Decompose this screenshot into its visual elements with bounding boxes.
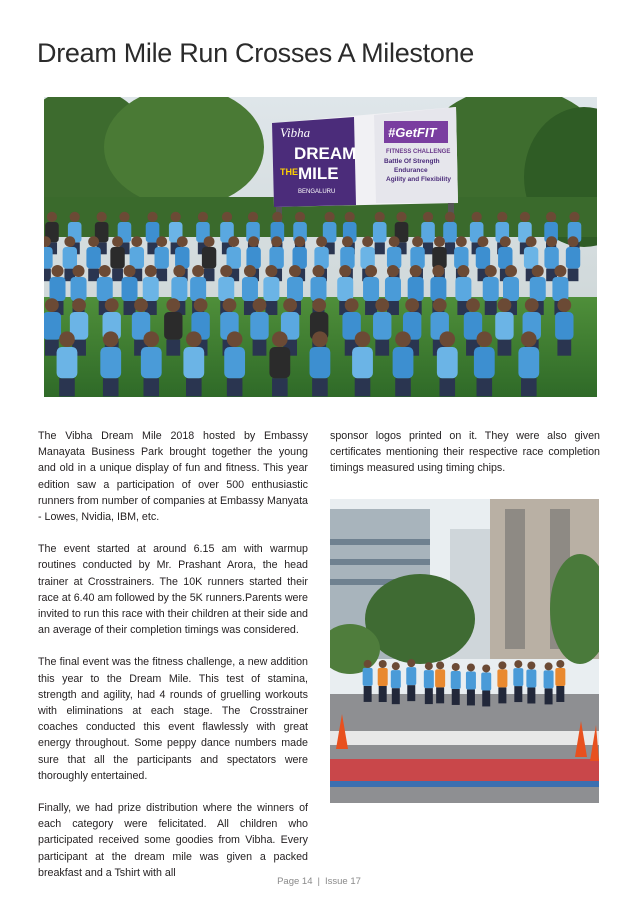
paragraph: sponsor logos printed on it. They were also given certificates mentioning their respective race completion timings measured using timing chips. — [330, 430, 600, 475]
group-photo — [44, 97, 597, 397]
person-figure — [164, 298, 182, 356]
person-figure — [393, 331, 414, 396]
paragraph: The event started at around 6.15 am with warmup routines conducted by Mr. Prashant Arora, the head trainer at Crosstrainers. The 10K runners started their race at 6.40 am followed by the 5K runners.Parents were invited to run this race with their children at their side and an average of their completion timings was considered. — [38, 543, 308, 637]
svg-text:FITNESS CHALLENGE: FITNESS CHALLENGE — [386, 149, 451, 155]
article-body-right — [330, 428, 600, 493]
person-figure — [224, 331, 245, 396]
svg-text:Endurance: Endurance — [394, 167, 428, 174]
person-figure — [44, 298, 61, 356]
person-figure — [141, 331, 162, 396]
person-figure — [566, 236, 580, 281]
svg-text:MILE: MILE — [298, 164, 339, 183]
person-figure — [183, 331, 204, 396]
svg-text:Agility and Flexibility: Agility and Flexibility — [386, 176, 452, 183]
person-figure — [57, 331, 78, 396]
page-number: Page 14 — [277, 876, 313, 887]
issue-number: Issue 17 — [324, 876, 361, 887]
person-figure — [250, 298, 268, 356]
person-figure — [474, 331, 495, 396]
person-figure — [86, 236, 100, 281]
article-title: Dream Mile Run Crosses A Milestone — [37, 38, 474, 68]
svg-text:#GetFIT: #GetFIT — [388, 125, 437, 140]
person-figure — [373, 298, 391, 356]
person-figure — [202, 236, 216, 281]
paragraph: Finally, we had prize distribution where the winners of each category were felicitated. All children who participated received some goodies from Vibha. Every participant at the dream mile was given a packed breakfast and a Tshirt with all — [38, 802, 308, 879]
svg-text:BENGALURU: BENGALURU — [298, 189, 336, 195]
svg-text:DREAM: DREAM — [294, 144, 357, 163]
person-figure — [518, 331, 539, 396]
person-figure — [155, 236, 169, 281]
svg-text:Battle Of Strength: Battle Of Strength — [384, 158, 440, 165]
person-figure — [310, 331, 331, 396]
article-body-left — [38, 428, 308, 897]
person-figure — [373, 212, 387, 254]
person-figure — [100, 331, 121, 396]
person-figure — [352, 331, 373, 396]
person-figure — [269, 331, 290, 396]
person-figure — [495, 298, 513, 356]
paragraph: The final event was the fitness challenge, a new addition this year to the Dream Mile. This test of stamina, strength and agility, had 4 rounds of gruelling workouts with eliminations at each stage. The Crosstrainer coaches conducted this event flawlessly with great energy throughout. Some peppy dance numbers made sure that all the participants and spectators were thoroughly entertained. — [38, 656, 308, 782]
person-figure — [110, 236, 124, 281]
svg-text:THE: THE — [280, 167, 298, 177]
person-figure — [437, 331, 458, 396]
paragraph: The Vibha Dream Mile 2018 hosted by Embassy Manayata Business Park brought together the young and old in a unique display of fun and fitness. This year edition saw a participation of over 500 enthusiastic runners from number of companies at Embassy Manyata - Lowes, Nvidia, IBM, etc. — [38, 430, 308, 524]
page-footer: Page 14 | Issue 17 — [277, 876, 361, 887]
race-start-photo — [330, 499, 599, 803]
person-figure — [483, 265, 499, 315]
banner-brand: Vibha — [280, 125, 311, 140]
person-figure — [555, 298, 573, 356]
